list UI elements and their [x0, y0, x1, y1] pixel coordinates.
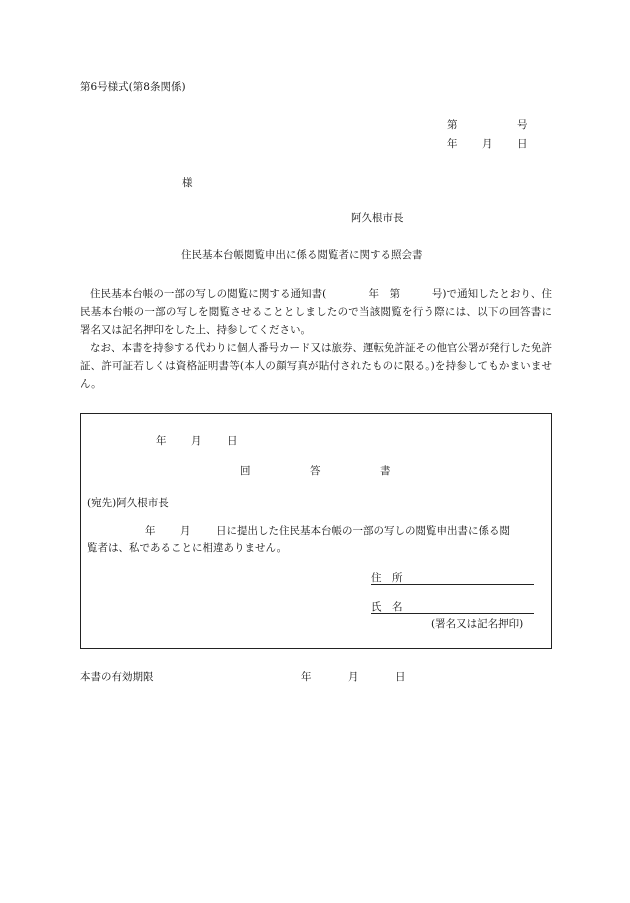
- answer-title-char-3: 書: [380, 465, 391, 477]
- validity-label: 本書の有効期限: [80, 671, 154, 683]
- document-title: 住民基本台帳閲覧申出に係る閲覧者に関する照会書: [181, 249, 423, 261]
- header-month: 月: [482, 138, 493, 150]
- body-paragraph-1: 住民基本台帳の一部の写しの閲覧に関する通知書( 年 第 号)で通知したとおり、住民基本台帳の一部の写しを閲覧させることとしましたので当該閲覧を行う際には、以下の回答書に署名又は記名押印をした上、持参してください。: [80, 288, 552, 336]
- header-year: 年: [447, 138, 458, 150]
- answer-title-char-2: 答: [310, 465, 321, 477]
- validity-year: 年: [301, 671, 312, 683]
- answer-month: 月: [191, 435, 202, 447]
- validity-month: 月: [348, 671, 359, 683]
- statement-month: 月: [180, 525, 191, 537]
- signature-note: (署名又は記名押印): [431, 618, 524, 630]
- statement-text-line-2: 覧者は、私であることに相違ありません。: [87, 542, 288, 554]
- form-number: 第6号様式(第8条関係): [80, 81, 186, 93]
- header-day: 日: [517, 138, 528, 150]
- address-label: 住 所: [371, 572, 403, 584]
- answer-day: 日: [227, 435, 238, 447]
- sender: 阿久根市長: [351, 212, 404, 224]
- addressee-suffix: 様: [182, 177, 193, 189]
- answer-title-char-1: 回: [240, 465, 251, 477]
- address-field-line[interactable]: [371, 570, 534, 585]
- statement-text: 日に提出した住民基本台帳の一部の写しの閲覧申出書に係る閲: [216, 525, 510, 537]
- validity-day: 日: [395, 671, 406, 683]
- answer-form-box: [80, 413, 552, 649]
- answer-year: 年: [156, 435, 167, 447]
- document-number-prefix: 第: [447, 119, 458, 131]
- name-field-line[interactable]: [371, 599, 534, 614]
- answer-addressee: (宛先)阿久根市長: [87, 497, 169, 509]
- body-paragraph-2: なお、本書を持参する代わりに個人番号カード又は旅券、運転免許証その他官公署が発行した免許証、許可証若しくは資格証明書等(本人の顔写真が貼付されたものに限る。)を持参してもかまいません。: [80, 342, 552, 390]
- statement-year: 年: [145, 525, 156, 537]
- name-label: 氏 名: [371, 601, 403, 613]
- document-number-suffix: 号: [517, 119, 528, 131]
